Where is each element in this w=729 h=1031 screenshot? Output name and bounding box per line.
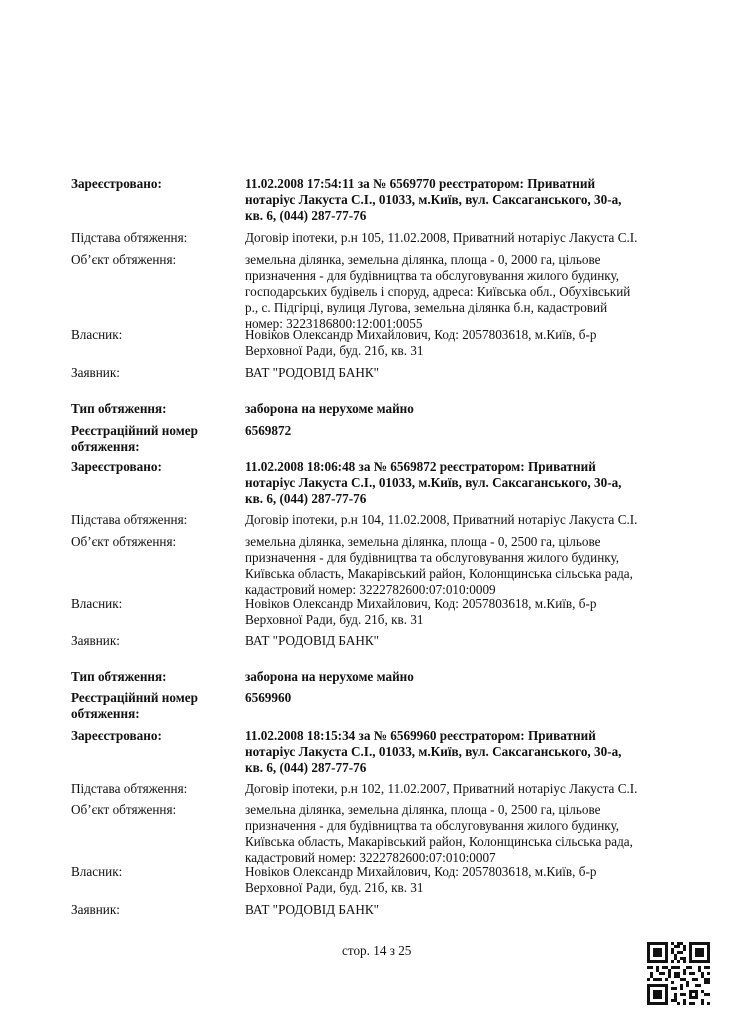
label-line: Тип обтяження: — [71, 401, 167, 416]
basis-value — [245, 512, 705, 528]
value-line: 11.02.2008 18:15:34 за № 6569960 реєстратором: Приватний — [245, 728, 596, 743]
value-line: кв. 6, (044) 287-77-76 — [245, 760, 367, 775]
value-line: заборона на нерухоме майно — [245, 669, 414, 684]
registration-number-value — [245, 690, 705, 706]
owner-value — [245, 864, 705, 896]
value-line: Верховної Ради, буд. 21б, кв. 31 — [245, 880, 424, 895]
value-line: номер: 3223186800:12:001:0055 — [245, 316, 423, 331]
label-line: Заявник: — [71, 633, 120, 648]
applicant-label — [71, 902, 241, 918]
type-value — [245, 401, 705, 417]
registered-value — [245, 176, 705, 224]
object-label — [71, 252, 241, 268]
value-line: нотаріус Лакуста С.І., 01033, м.Київ, вул. Саксаганського, 30-а, — [245, 192, 622, 207]
applicant-value — [245, 633, 705, 649]
label-line: Реєстраційний номер — [71, 690, 198, 705]
label-line: Об’єкт обтяження: — [71, 252, 177, 267]
basis-label — [71, 781, 241, 797]
label-line: Підстава обтяження: — [71, 512, 188, 527]
value-line: 6569872 — [245, 423, 292, 438]
owner-value — [245, 596, 705, 628]
value-line: земельна ділянка, земельна ділянка, площа - 0, 2500 га, цільове — [245, 802, 601, 817]
object-value — [245, 534, 705, 598]
value-line: Договір іпотеки, р.н 104, 11.02.2008, Приватний нотаріус Лакуста С.І. — [245, 512, 638, 527]
label-line: Об’єкт обтяження: — [71, 534, 177, 549]
type-value — [245, 669, 705, 685]
value-line: ВАТ "РОДОВІД БАНК" — [245, 365, 380, 380]
label-line: Тип обтяження: — [71, 669, 167, 684]
registration-number-label — [71, 690, 241, 722]
registered-label — [71, 176, 241, 192]
value-line: 6569960 — [245, 690, 292, 705]
value-line: кадастровий номер: 3222782600:07:010:0009 — [245, 582, 496, 597]
object-label — [71, 802, 241, 818]
label-line: Власник: — [71, 864, 123, 879]
value-line: Договір іпотеки, р.н 105, 11.02.2008, Приватний нотаріус Лакуста С.І. — [245, 230, 638, 245]
label-line: обтяження: — [71, 706, 140, 721]
type-label — [71, 401, 241, 417]
registered-label — [71, 728, 241, 744]
applicant-label — [71, 365, 241, 381]
basis-label — [71, 512, 241, 528]
basis-label — [71, 230, 241, 246]
basis-value — [245, 230, 705, 246]
value-line: Договір іпотеки, р.н 102, 11.02.2007, Приватний нотаріус Лакуста С.І. — [245, 781, 638, 796]
scan-artifact-top — [0, 0, 729, 3]
label-line: Підстава обтяження: — [71, 781, 188, 796]
object-value — [245, 252, 705, 332]
value-line: Новіков Олександр Михайлович, Код: 2057803618, м.Київ, б-р — [245, 596, 597, 611]
value-line: господарських будівель і споруд, адреса: Київська обл., Обухівський — [245, 284, 631, 299]
label-line: обтяження: — [71, 439, 140, 454]
registration-number-value — [245, 423, 705, 439]
type-label — [71, 669, 241, 685]
value-line: нотаріус Лакуста С.І., 01033, м.Київ, вул. Саксаганського, 30-а, — [245, 744, 622, 759]
value-line: ВАТ "РОДОВІД БАНК" — [245, 902, 380, 917]
label-line: Зареєстровано: — [71, 176, 162, 191]
applicant-value — [245, 365, 705, 381]
applicant-value — [245, 902, 705, 918]
label-line: Об’єкт обтяження: — [71, 802, 177, 817]
value-line: Верховної Ради, буд. 21б, кв. 31 — [245, 343, 424, 358]
owner-label — [71, 327, 241, 343]
owner-label — [71, 596, 241, 612]
value-line: кадастровий номер: 3222782600:07:010:0007 — [245, 850, 496, 865]
value-line: нотаріус Лакуста С.І., 01033, м.Київ, вул. Саксаганського, 30-а, — [245, 475, 622, 490]
value-line: Новіков Олександр Михайлович, Код: 2057803618, м.Київ, б-р — [245, 864, 597, 879]
label-line: Підстава обтяження: — [71, 230, 188, 245]
value-line: призначення - для будівництва та обслуговування жилого будинку, — [245, 818, 620, 833]
value-line: Київська область, Макарівський район, Колонщинська сільська рада, — [245, 834, 633, 849]
value-line: р., с. Підгірці, вулиця Лугова, земельна ділянка б.н, кадастровий — [245, 300, 608, 315]
value-line: 11.02.2008 18:06:48 за № 6569872 реєстратором: Приватний — [245, 459, 596, 474]
qr-code-icon — [647, 942, 710, 1005]
label-line: Заявник: — [71, 365, 120, 380]
label-line: Реєстраційний номер — [71, 423, 198, 438]
value-line: кв. 6, (044) 287-77-76 — [245, 491, 367, 506]
value-line: заборона на нерухоме майно — [245, 401, 414, 416]
value-line: кв. 6, (044) 287-77-76 — [245, 208, 367, 223]
page-number: стор. 14 з 25 — [342, 943, 412, 958]
label-line: Зареєстровано: — [71, 728, 162, 743]
owner-value — [245, 327, 705, 359]
value-line: Київська область, Макарівський район, Колонщинська сільська рада, — [245, 566, 633, 581]
owner-label — [71, 864, 241, 880]
registered-value — [245, 459, 705, 507]
value-line: земельна ділянка, земельна ділянка, площа - 0, 2000 га, цільове — [245, 252, 601, 267]
value-line: 11.02.2008 17:54:11 за № 6569770 реєстратором: Приватний — [245, 176, 596, 191]
basis-value — [245, 781, 705, 797]
applicant-label — [71, 633, 241, 649]
registration-number-label — [71, 423, 241, 455]
registered-value — [245, 728, 705, 776]
value-line: ВАТ "РОДОВІД БАНК" — [245, 633, 380, 648]
value-line: Верховної Ради, буд. 21б, кв. 31 — [245, 612, 424, 627]
label-line: Власник: — [71, 596, 123, 611]
object-value — [245, 802, 705, 866]
label-line: Заявник: — [71, 902, 120, 917]
value-line: призначення - для будівництва та обслуговування жилого будинку, — [245, 268, 620, 283]
label-line: Зареєстровано: — [71, 459, 162, 474]
value-line: призначення - для будівництва та обслуговування жилого будинку, — [245, 550, 620, 565]
label-line: Власник: — [71, 327, 123, 342]
object-label — [71, 534, 241, 550]
value-line: Новіков Олександр Михайлович, Код: 2057803618, м.Київ, б-р — [245, 327, 597, 342]
registered-label — [71, 459, 241, 475]
value-line: земельна ділянка, земельна ділянка, площа - 0, 2500 га, цільове — [245, 534, 601, 549]
